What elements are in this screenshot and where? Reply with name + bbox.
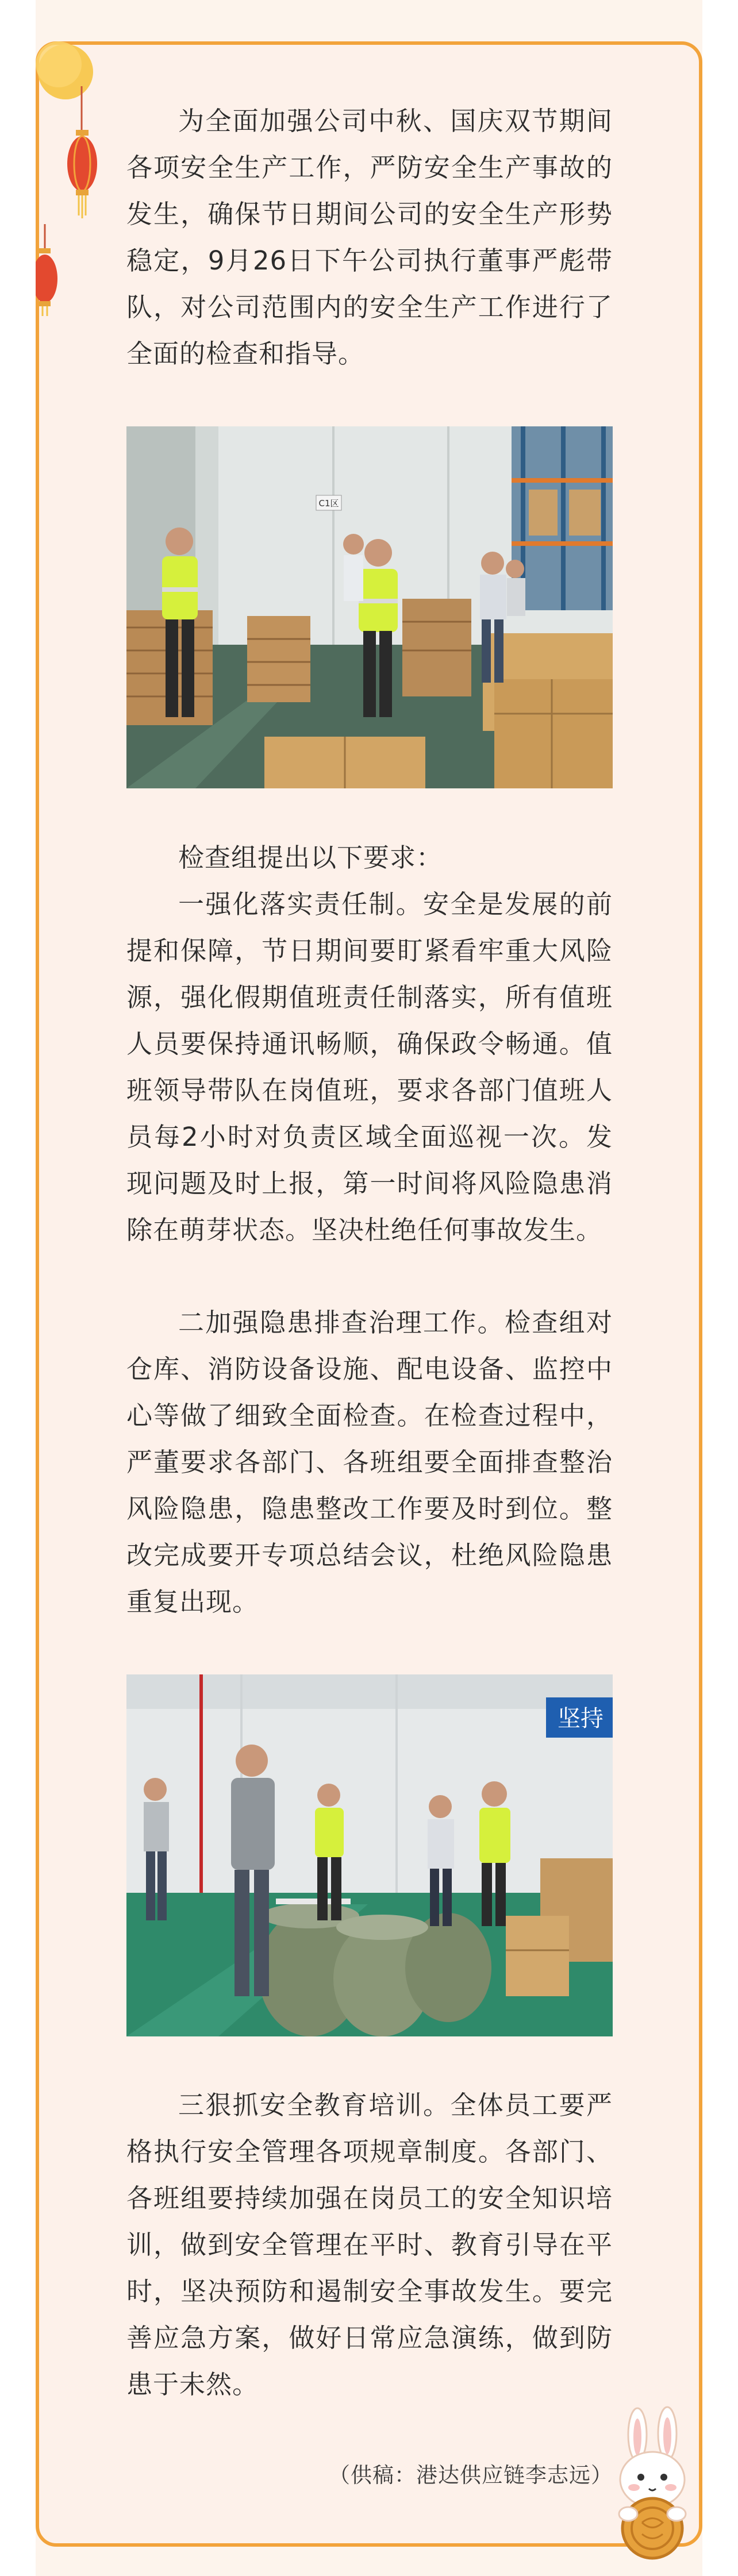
left-margin: [0, 0, 36, 2576]
lantern-icon: [36, 17, 122, 316]
wall-banner: 坚持: [558, 1705, 604, 1732]
intro-paragraph: 为全面加强公司中秋、国庆双节期间各项安全生产工作，严防安全生产事故的发生，确保节日期间公司的安全生产形势稳定，9月26日下午公司执行董事严彪带队，对公司范围内的安全生产工作进行了全面的检查和指导。: [126, 106, 613, 369]
inspection-photo-1: [126, 426, 613, 788]
rabbit-mooncake-icon: [595, 2405, 710, 2560]
right-margin: [702, 0, 738, 2576]
requirements-heading: 检查组提出以下要求：: [178, 842, 443, 873]
requirement-1: 一强化落实责任制。安全是发展的前提和保障，节日期间要盯紧看牢重大风险源，强化假期值班责任制落实，所有值班人员要保持通讯畅顺，确保政令畅通。值班领导带队在岗值班，要求各部门值班人员每2小时对负责区域全面巡视一次。发现问题及时上报，第一时间将风险隐患消除在萌芽状态。坚决杜绝任何事故发生。: [126, 889, 613, 1245]
inspection-photo-2: [126, 1674, 613, 2036]
zone-sign: C1区: [318, 498, 339, 509]
article-credit: （供稿：港达供应链李志远）: [329, 2463, 613, 2488]
requirement-2: 二加强隐患排查治理工作。检查组对仓库、消防设备设施、配电设备、监控中心等做了细致全面检查。在检查过程中，严董要求各部门、各班组要全面排查整治风险隐患，隐患整改工作要及时到位。整改完成要开专项总结会议，杜绝风险隐患重复出现。: [126, 1307, 613, 1617]
requirement-3: 三狠抓安全教育培训。全体员工要严格执行安全管理各项规章制度。各部门、各班组要持续加强在岗员工的安全知识培训，做到安全管理在平时、教育引导在平时，坚决预防和遏制安全事故发生。要完善应急方案，做好日常应急演练，做到防患于未然。: [126, 2090, 613, 2400]
